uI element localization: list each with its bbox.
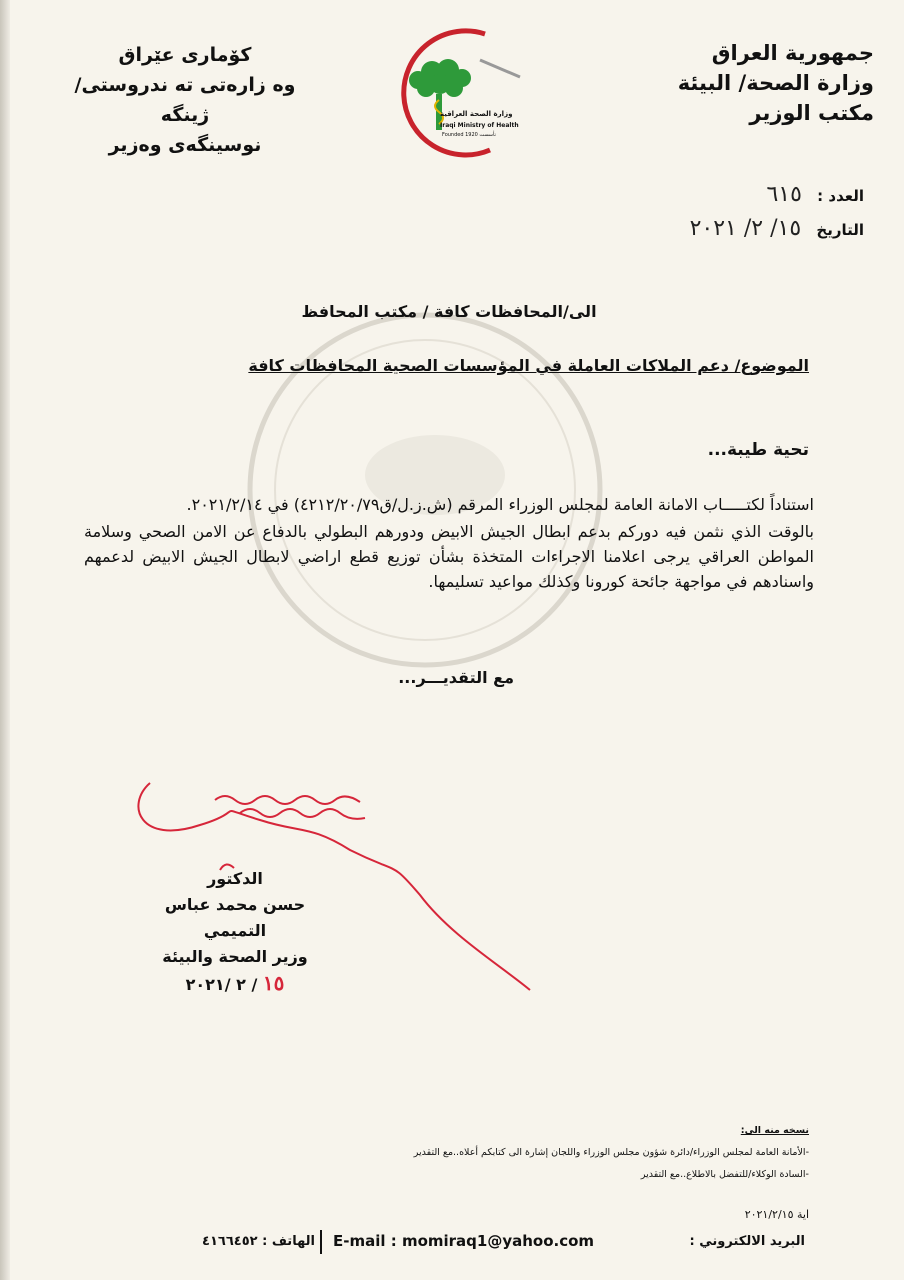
footer-divider [320, 1230, 322, 1254]
copies-label: نسخه منه الى: [740, 1125, 809, 1136]
header-line: كۆماری عێراق [118, 44, 252, 66]
phone-number: الهاتف : ٤١٦٦٤٥٢ [202, 1234, 315, 1249]
greeting: تحية طيبة... [707, 440, 809, 460]
logo-founded: Founded 1920 تأسست [442, 132, 496, 138]
body-paragraph: بالوقت الذي نثمن فيه دوركم بدعم ابطال الجيش الابيض ودورهم البطولي بالدفاع عن الامن الصحي وسلامة المواطن العراقي يرجى اعلامنا الاجراءات المتخذة بشأن توزيع قطع اراضي لابطال الجيش الابيض لدعمهم واسنادهم في مواجهة جائحة كورونا وكذلك مواعيد تسليمها. [84, 522, 814, 591]
header-ministry-kurdish [60, 40, 310, 160]
recipient-line: الى/المحافظات كافة / مكتب المحافظ [301, 302, 597, 321]
copies-date: اية ٢٠٢١/٢/١٥ [744, 1208, 809, 1221]
signatory-position: وزير الصحة والبيئة [162, 947, 308, 966]
footer-contact [185, 1230, 805, 1256]
header-line: وه زارەتی تە ندروستی/ ژینگە [74, 74, 296, 126]
closing: مع التقديـــر... [398, 668, 514, 687]
number-value: ٦١٥ [766, 182, 802, 207]
copies-item: -السادة الوكلاء/للتفضل بالاطلاع..مع التقدير [640, 1169, 809, 1180]
letter-date [534, 216, 864, 241]
signature-date-rest: / ٢ /٢٠٢١ [185, 975, 258, 994]
subject-line: الموضوع/ دعم الملاكات العاملة في المؤسسات الصحية المحافظات كافة [248, 356, 809, 375]
copies-item: -الأمانة العامة لمجلس الوزراء/دائرة شؤون مجلس الوزراء واللجان إشارة الى كتابكم أعلاه..مع التقدير [413, 1147, 809, 1158]
header-ministry-arabic [614, 38, 874, 128]
letter-number [534, 182, 864, 207]
logo-arabic-name: وزارة الصحة العراقية [440, 110, 513, 118]
ministry-logo [380, 22, 530, 162]
palm-tree-logo-icon [380, 22, 530, 162]
date-label: التاريخ [816, 221, 864, 239]
number-label: العدد : [817, 187, 864, 205]
body-paragraph: استناداً لكتـــــاب الامانة العامة لمجلس الوزراء المرقم (ش.ز.ل/ق٤٢١٢/٢٠/٧٩) في ٢٠٢١/٢/١٤. [186, 495, 814, 514]
header-line: نوسینگەی وەزیر [108, 134, 262, 156]
date-value: ١٥/ ٢/ ٢٠٢١ [689, 216, 802, 241]
header-line: وزارة الصحة/ البيئة [677, 71, 874, 95]
signature-date [135, 970, 335, 998]
logo-english-name: Iraqi Ministry of Health [440, 122, 519, 129]
scan-edge [0, 0, 10, 1280]
header-line: جمهورية العراق [711, 41, 874, 65]
email-address[interactable]: E-mail : momiraq1@yahoo.com [333, 1232, 595, 1250]
signature-block [135, 866, 335, 998]
signatory-title: الدكتور [207, 869, 263, 888]
email-label: البريد الالكتروني : [689, 1234, 805, 1249]
signature-date-day: ١٥ [262, 971, 285, 995]
letter-body [84, 492, 814, 596]
copies-list [289, 1120, 809, 1186]
signatory-name: حسن محمد عباس التميمي [164, 895, 306, 940]
header-line: مكتب الوزير [749, 101, 874, 125]
